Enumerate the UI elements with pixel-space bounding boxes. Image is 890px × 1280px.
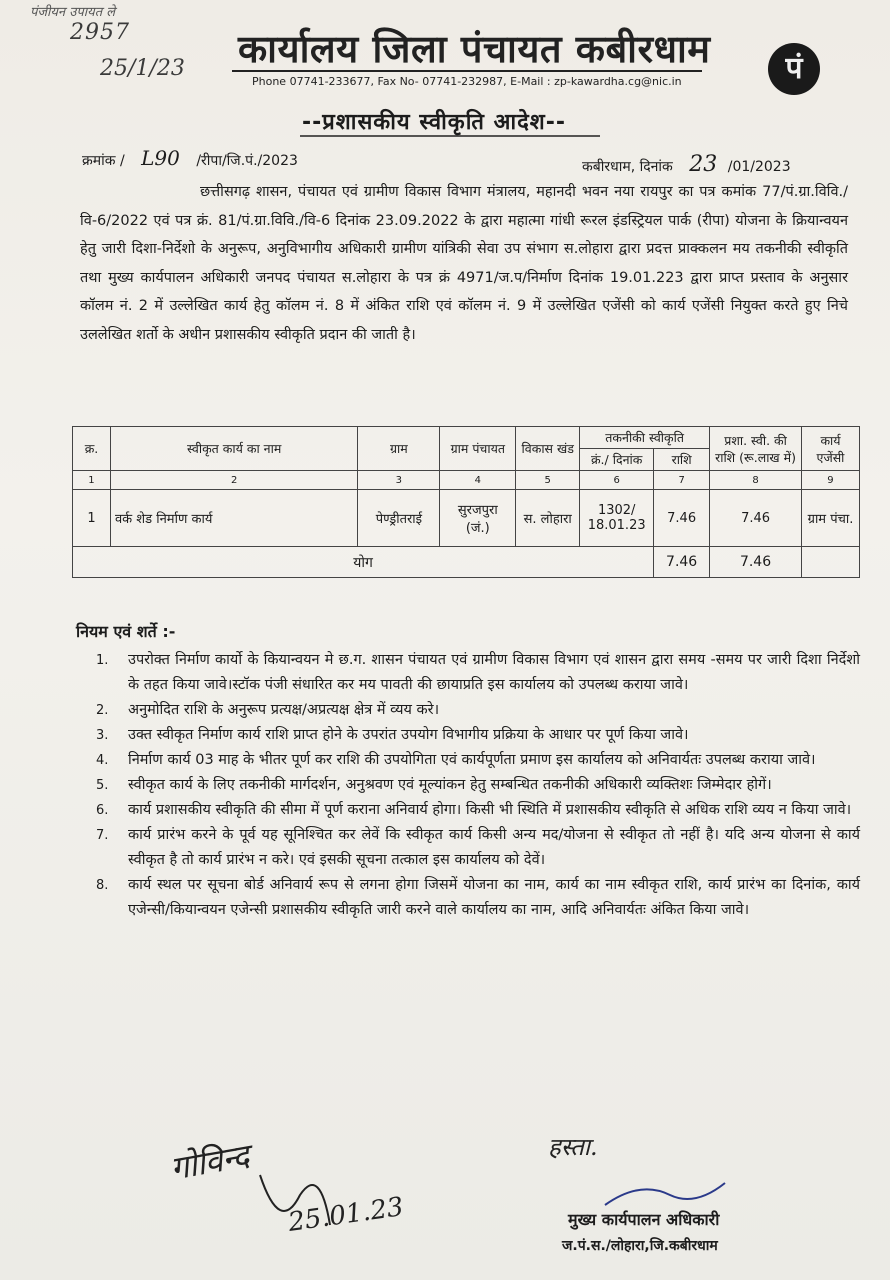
rule-item [96,798,860,823]
column-number: 6 [580,471,654,490]
total-admin-amount: 7.46 [710,547,802,578]
rule-item [96,823,860,873]
rule-item [96,748,860,773]
column-number: 9 [801,471,859,490]
cell-admin-amount: 7.46 [710,490,802,547]
rule-text: अनुमोदित राशि के अनुरूप प्रत्यक्ष/अप्रत्यक्ष क्षेत्र में व्यय करे। [128,702,440,718]
officer-initials: हस्ता. [548,1133,598,1161]
total-agency-empty [801,547,859,578]
table-row [73,490,860,547]
cell-work-name: वर्क शेड निर्माण कार्य [110,490,357,547]
rule-number: 5. [96,778,109,793]
table-header-row [73,427,860,449]
reference-prefix: क्रमांक / [82,153,125,169]
cell-village: पेण्ड्रीतराई [358,490,440,547]
column-number: 3 [358,471,440,490]
rule-item [96,648,860,698]
contact-line: Phone 07741-233677, Fax No- 07741-232987, E-Mail : zp-kawardha.cg@nic.in [252,75,682,88]
col-gram-panchayat: ग्राम पंचायत [440,427,516,471]
date-day: 23 [689,152,718,177]
office-title: कार्यालय जिला पंचायत कबीरधाम [238,27,711,71]
col-work-name: स्वीकृत कार्य का नाम [110,427,357,471]
signatory-title: मुख्य कार्यपालन अधिकारी [568,1210,720,1229]
column-number-row [73,471,860,490]
column-number: 8 [710,471,802,490]
rule-number: 3. [96,728,109,743]
cell-sno: 1 [73,490,111,547]
rule-number: 6. [96,803,109,818]
rules-list [96,648,860,923]
rule-text: कार्य प्रारंभ करने के पूर्व यह सूनिश्चित कर लेवें कि स्वीकृत कार्य किसी अन्य मद/योजना से स्वीकृत तो नहीं है। यदि अन्य योजना से कार्य स्वीकृत है तो कार्य प्रारंभ न करे। एवं इसकी सूचना तत्काल इस कार्यालय को देवें। [128,827,860,868]
date-month-year: /01/2023 [727,159,791,175]
col-ts-no-date: क्रं./ दिनांक [580,449,654,471]
inward-stamp-label: पंजीयन उपायत ले [30,5,116,20]
cell-ts-amount: 7.46 [654,490,710,547]
column-number: 2 [110,471,357,490]
place-date-label: कबीरधाम, दिनांक [582,159,673,175]
col-block: विकास खंड [516,427,580,471]
order-date [582,152,791,177]
column-number: 1 [73,471,111,490]
col-village: ग्राम [358,427,440,471]
cell-block: स. लोहारा [516,490,580,547]
order-title: --प्रशासकीय स्वीकृति आदेश-- [302,110,566,135]
signature-date: 25.01.23 [286,1192,406,1238]
rule-number: 7. [96,828,109,843]
column-number: 4 [440,471,516,490]
cell-gram-panchayat: सुरजपुरा (जं.) [440,490,516,547]
intro-paragraph: छत्तीसगढ़ शासन, पंचायत एवं ग्रामीण विकास विभाग मंत्रालय, महानदी भवन नया रायपुर का पत्र कमांक 77/पं.ग्रा.विवि./वि-6/2022 एवं पत्र क्रं. 81/पं.ग्रा.विवि./वि-6 दिनांक 23.09.2022 के द्वारा महात्मा गांधी रूरल इंडस्ट्रियल पार्क (रीपा) योजना के क्रियान्वयन हेतु जारी दिशा-निर्देशो के अनुरूप, अनुविभागीय अधिकारी ग्रामीण यांत्रिकी सेवा उप संभाग स.लोहारा द्वारा प्रदत्त प्राक्कलन मय तकनीकी स्वीकृति तथा मुख्य कार्यपालन अधिकारी जनपद पंचायत स.लोहारा के पत्र क्रं 4971/ज.प/निर्माण दिनांक 19.01.223 द्वारा प्राप्त प्रस्ताव के अनुसार कॉलम नं. 2 में उल्लेखित कार्य हेतु कॉलम नं. 8 में अंकित राशि एवं कॉलम नं. 9 में उल्लेखित एजेंसी को कार्य एजेंसी नियुक्त करते हुए निचे उललेखित शर्तो के अधीन प्रशासकीय स्वीकृति प्रदान की जाती है। [80,184,848,343]
inward-number: 2957 [70,20,130,45]
inward-date: 25/1/23 [100,56,185,81]
col-agency: कार्य एजेंसी [801,427,859,471]
panchayat-logo-icon: पं [768,43,820,95]
rule-item [96,773,860,798]
rule-text: निर्माण कार्य 03 माह के भीतर पूर्ण कर राशि की उपयोगिता एवं कार्यपूर्णता प्रमाण इस कार्यालय को अनिवार्यतः उपलब्ध कराया जावे। [128,752,816,768]
total-row [73,547,860,578]
reference-handwritten-number: L90 [141,146,180,170]
handwritten-signature: गोविन्द [167,1136,253,1188]
column-number: 5 [516,471,580,490]
rule-item [96,698,860,723]
rule-number: 2. [96,703,109,718]
reference-number [82,146,298,170]
rule-number: 1. [96,653,109,668]
approval-table [72,426,860,578]
signatory-office: ज.पं.स./लोहारा,जि.कबीरधाम [562,1238,718,1254]
rules-heading: नियम एवं शर्ते :- [76,622,176,641]
rule-text: उपरोक्त निर्माण कार्यो के कियान्वयन मे छ.ग. शासन पंचायत एवं ग्रामीण विकास विभाग एवं शासन द्वारा समय -समय पर जारी दिशा निर्देशो के तहत किया जावे।स्टॉक पंजी संधारित कर मय पावती की छायाप्रति इस कार्यालय को उपलब्ध कराया जावे। [128,652,860,693]
col-ts-amount: राशि [654,449,710,471]
col-admin-amount: प्रशा. स्वी. की राशि (रू.लाख में) [710,427,802,471]
reference-suffix: /रीपा/जि.पं./2023 [196,153,298,169]
column-number: 7 [654,471,710,490]
col-tech-approval: तकनीकी स्वीकृति [580,427,710,449]
rule-item [96,723,860,748]
rule-text: कार्य स्थल पर सूचना बोर्ड अनिवार्य रूप से लगना होगा जिसमें योजना का नाम, कार्य का नाम स्वीकृत राशि, कार्य प्रारंभ का दिनांक, कार्य एजेन्सी/कियान्वयन एजेन्सी प्रशासकीय स्वीकृति जारी करने वाले कार्यालय का नाम, आदि अनिवार्यतः अंकित किया जावे। [128,877,860,918]
total-label: योग [73,547,654,578]
rule-text: स्वीकृत कार्य के लिए तकनीकी मार्गदर्शन, अनुश्रवण एवं मूल्यांकन हेतु सम्बन्धित तकनीकी अधिकारी व्यक्तिशः जिम्मेदार होगें। [128,777,772,793]
rule-number: 4. [96,753,109,768]
total-ts-amount: 7.46 [654,547,710,578]
rule-text: कार्य प्रशासकीय स्वीकृति की सीमा में पूर्ण कराना अनिवार्य होगा। किसी भी स्थिति में प्रशासकीय स्वीकृति से अधिक राशि व्यय न किया जावे। [128,802,852,818]
cell-agency: ग्राम पंचा. [801,490,859,547]
col-sno: क्र. [73,427,111,471]
rule-text: उक्त स्वीकृत निर्माण कार्य राशि प्राप्त होने के उपरांत उपयोग विभागीय प्रक्रिया के आधार पर पूर्ण किया जावे। [128,727,689,743]
rule-item [96,873,860,923]
cell-ts-no-date: 1302/ 18.01.23 [580,490,654,547]
rule-number: 8. [96,878,109,893]
